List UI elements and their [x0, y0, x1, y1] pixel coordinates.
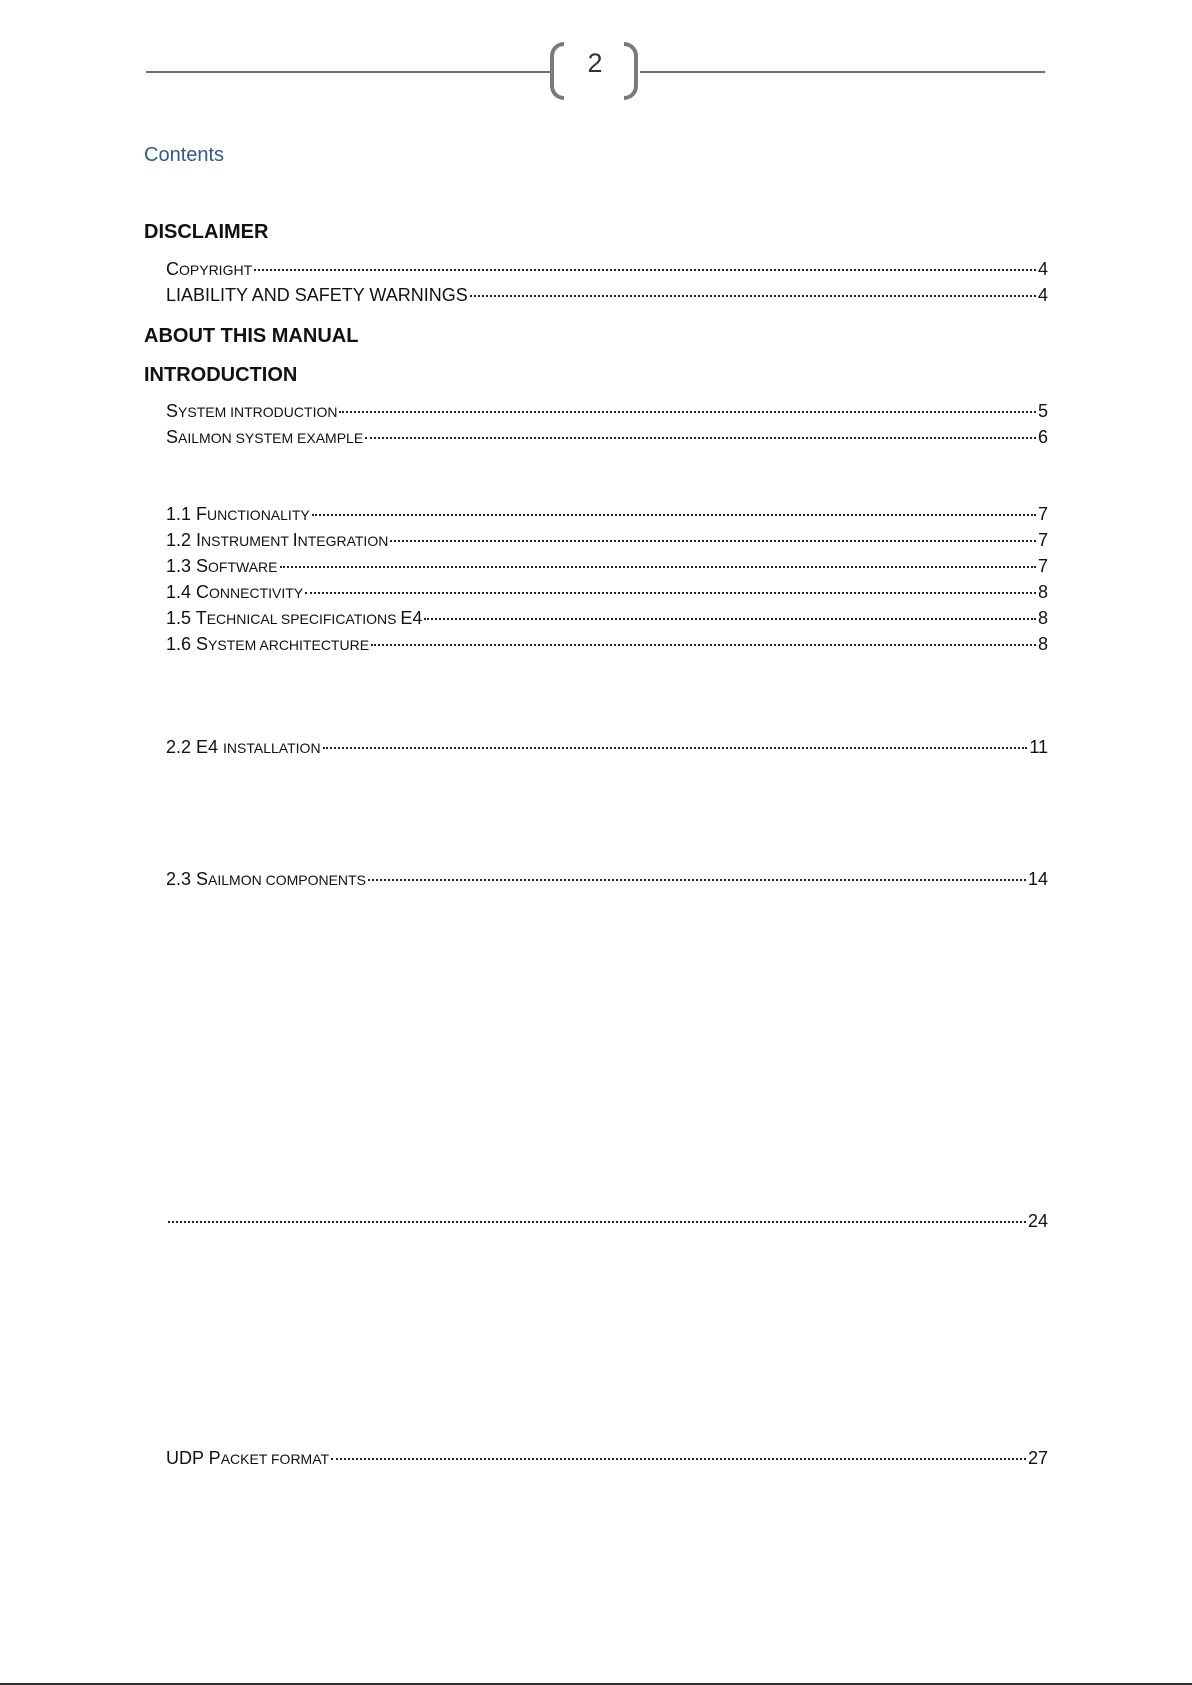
dot-leader — [368, 879, 1026, 881]
toc-entry-page: 8 — [1037, 608, 1048, 628]
section-heading-about: ABOUT THIS MANUAL — [144, 325, 359, 347]
toc-entry-instrument-integration[interactable] — [166, 530, 1048, 556]
toc-entry-label: 1.3 SOFTWARE — [166, 556, 278, 576]
toc-entry-page: 7 — [1037, 530, 1048, 550]
toc-entry-functionality[interactable] — [166, 504, 1048, 530]
toc-entry-page: 24 — [1027, 1211, 1048, 1231]
section-heading-introduction: INTRODUCTION — [144, 364, 298, 386]
toc-entry-liability[interactable] — [166, 285, 1048, 311]
toc-entry-sailmon-components[interactable] — [166, 869, 1048, 895]
toc-entry-page: 4 — [1037, 259, 1048, 279]
dot-leader — [390, 540, 1036, 542]
toc-entry-system-introduction[interactable] — [166, 401, 1048, 427]
toc-entry-udp-packet-format[interactable] — [166, 1448, 1048, 1474]
toc-entry-page: 7 — [1037, 556, 1048, 576]
toc-entry-label: SAILMON SYSTEM EXAMPLE — [166, 427, 364, 447]
right-bracket-icon — [624, 42, 638, 100]
toc-entry-label: 1.1 FUNCTIONALITY — [166, 504, 310, 524]
toc-entry-page: 27 — [1027, 1448, 1048, 1468]
dot-leader — [331, 1458, 1026, 1460]
dot-leader — [312, 514, 1036, 516]
toc-entry-page: 7 — [1037, 504, 1048, 524]
dot-leader — [371, 644, 1036, 646]
dot-leader — [365, 437, 1036, 439]
toc-entry-copyright[interactable] — [166, 259, 1048, 285]
toc-entry-label: 1.2 INSTRUMENT INTEGRATION — [166, 530, 389, 550]
toc-entry-sailmon-system-example[interactable] — [166, 427, 1048, 453]
dot-leader — [254, 269, 1036, 271]
dot-leader — [470, 295, 1036, 297]
page-number: 2 — [587, 48, 603, 78]
toc-entry-label: LIABILITY AND SAFETY WARNINGS — [166, 285, 468, 305]
toc-entry-page: 11 — [1029, 737, 1048, 757]
toc-entry-label: COPYRIGHT — [166, 259, 253, 279]
dot-leader — [305, 592, 1036, 594]
left-bracket-icon — [550, 42, 564, 100]
toc-entry-page: 6 — [1037, 427, 1048, 447]
toc-entry-technical-specifications[interactable] — [166, 608, 1048, 634]
toc-entry-label: UDP PACKET FORMAT — [166, 1448, 330, 1468]
toc-entry-software[interactable] — [166, 556, 1048, 582]
dot-leader — [424, 618, 1036, 620]
dot-leader — [339, 411, 1036, 413]
toc-entry-label: 2.3 SAILMON COMPONENTS — [166, 869, 366, 889]
toc-entry-label: 1.4 CONNECTIVITY — [166, 582, 304, 602]
dot-leader — [280, 566, 1036, 568]
toc-entry-page: 14 — [1027, 869, 1048, 889]
section-heading-disclaimer: DISCLAIMER — [144, 221, 269, 243]
toc-entry-page: 5 — [1037, 401, 1048, 421]
dot-leader — [168, 1221, 1026, 1223]
dot-leader — [323, 747, 1028, 749]
toc-entry-page: 4 — [1037, 285, 1048, 305]
toc-entry-e4-installation[interactable] — [166, 737, 1048, 763]
toc-entry-label: SYSTEM INTRODUCTION — [166, 401, 338, 421]
toc-entry-label: 1.6 SYSTEM ARCHITECTURE — [166, 634, 370, 654]
toc-entry-unlabeled[interactable] — [166, 1211, 1048, 1237]
header-rule-left — [146, 71, 551, 73]
toc-entry-connectivity[interactable] — [166, 582, 1048, 608]
toc-entry-page: 8 — [1037, 582, 1048, 602]
header-rule-right — [640, 71, 1045, 73]
toc-entry-system-architecture[interactable] — [166, 634, 1048, 660]
toc-entry-label: 1.5 TECHNICAL SPECIFICATIONS E4 — [166, 608, 423, 628]
toc-entry-page: 8 — [1037, 634, 1048, 654]
toc-entry-label: 2.2 E4 INSTALLATION — [166, 737, 321, 757]
contents-title: Contents — [144, 144, 225, 166]
